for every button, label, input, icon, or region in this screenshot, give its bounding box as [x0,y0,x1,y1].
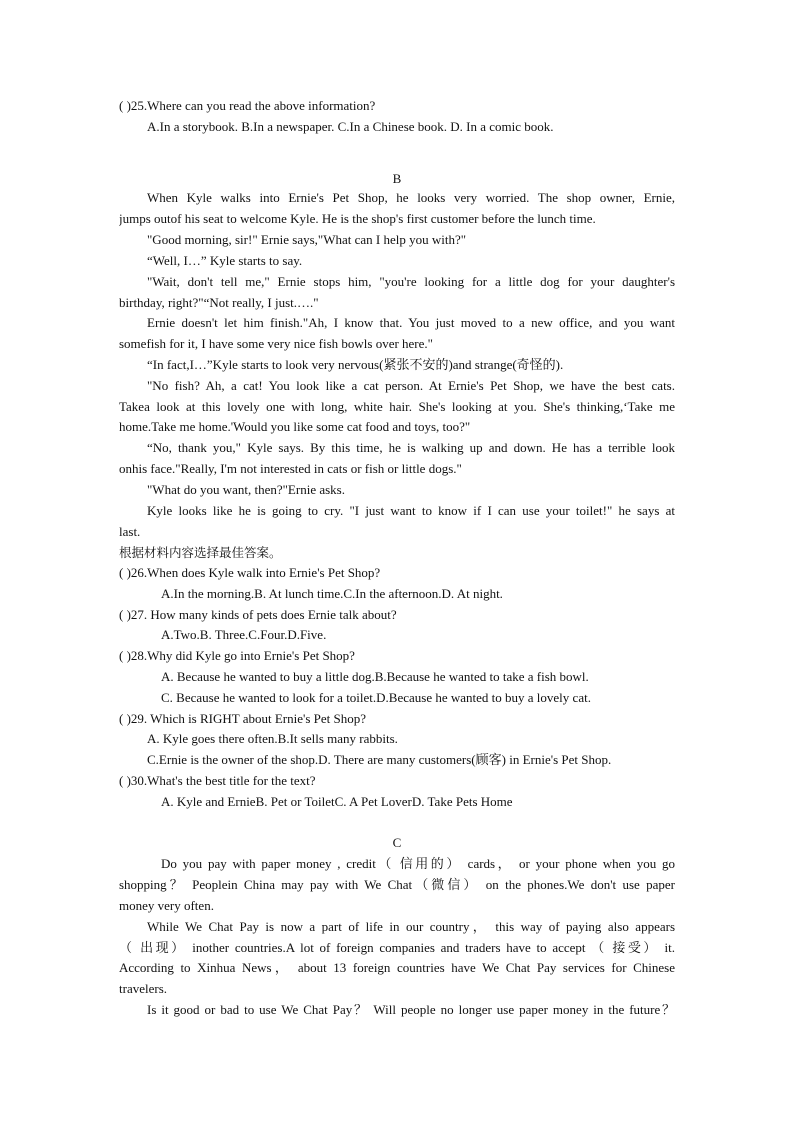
passage-b-paragraph: home.Take me home.'Would you like some cat food and toys, too?" [119,419,471,434]
question-27-options: A.Two.B. Three.C.Four.D.Five. [161,627,327,642]
passage-b-paragraph: onhis face."Really, I'm not interested in cats or fish or little dogs." [119,461,462,476]
passage-b-paragraph: "No fish? Ah, a cat! You look like a cat person. At Ernie's Pet Shop, we have the best cats. [147,378,675,393]
question-30-options: A. Kyle and ErnieB. Pet or ToiletC. A Pet LoverD. Take Pets Home [161,794,513,809]
passage-b-paragraph: “Well, I…” Kyle starts to say. [147,253,303,268]
passage-c-paragraph: shopping？ Peoplein China may pay with We Chat（微信） on the phones.We don't use paper [119,877,675,892]
section-c-heading: C [392,835,402,850]
passage-b-paragraph: "What do you want, then?"Ernie asks. [147,482,345,497]
question-28-options: C. Because he wanted to look for a toilet.D.Because he wanted to buy a lovely cat. [161,690,591,705]
passage-c-paragraph: According to Xinhua News， about 13 foreign countries have We Chat Pay services for Chinese [119,960,675,975]
passage-b-paragraph: last. [119,524,141,539]
passage-b-paragraph: "Wait, don't tell me," Ernie stops him, "you're looking for a little dog for your daughter's [147,274,675,289]
passage-c-paragraph: money very often. [119,898,214,913]
passage-c-paragraph: Is it good or bad to use We Chat Pay？ Will people no longer use paper money in the future？ [147,1002,675,1017]
question-26-options: A.In the morning.B. At lunch time.C.In the afternoon.D. At night. [161,586,503,601]
question-28: ( )28.Why did Kyle go into Ernie's Pet Shop? [119,648,355,663]
passage-c-paragraph: While We Chat Pay is now a part of life in our country， this way of paying also appears [147,919,675,934]
passage-b-paragraph: Kyle looks like he is going to cry. "I just want to know if I can use your toilet!" he says at [147,503,675,518]
section-b-heading: B [392,171,402,186]
passage-c-paragraph: travelers. [119,981,168,996]
question-25-options: A.In a storybook. B.In a newspaper. C.In a Chinese book. D. In a comic book. [147,119,554,134]
passage-b-paragraph: "Good morning, sir!" Ernie says,"What can I help you with?" [147,232,467,247]
passage-b-paragraph: jumps outof his seat to welcome Kyle. He is the shop's first customer before the lunch time. [119,211,596,226]
passage-b-paragraph: When Kyle walks into Ernie's Pet Shop, he looks very worried. The shop owner, Ernie, [147,190,675,205]
question-29-options: A. Kyle goes there often.B.It sells many rabbits. [147,731,398,746]
question-26: ( )26.When does Kyle walk into Ernie's Pet Shop? [119,565,381,580]
passage-b-paragraph: “No, thank you," Kyle says. By this time, he is walking up and down. He has a terrible look [147,440,675,455]
passage-b-paragraph: Takea look at this lovely one with long, white hair. She's looking at you. She's thinking,‘Take me [119,399,675,414]
question-27: ( )27. How many kinds of pets does Ernie talk about? [119,607,397,622]
instruction-text: 根据材料内容选择最佳答案。 [119,545,282,560]
question-28-options: A. Because he wanted to buy a little dog.B.Because he wanted to take a fish bowl. [161,669,589,684]
passage-b-paragraph: somefish for it, I have some very nice fish bowls over here." [119,336,433,351]
passage-b-paragraph: “In fact,I…”Kyle starts to look very nervous(紧张不安的)and strange(奇怪的). [147,357,564,372]
question-29: ( )29. Which is RIGHT about Ernie's Pet Shop? [119,711,367,726]
question-29-options: C.Ernie is the owner of the shop.D. There are many customers(顾客) in Ernie's Pet Shop. [147,752,612,767]
passage-c-paragraph: （ 出现） inother countries.A lot of foreign companies and traders have to accept （ 接受） it. [119,940,675,955]
passage-c-paragraph: Do you pay with paper money , credit（ 信用的） cards， or your phone when you go [161,856,675,871]
question-25: ( )25.Where can you read the above information? [119,98,376,113]
question-30: ( )30.What's the best title for the text? [119,773,316,788]
passage-b-paragraph: Ernie doesn't let him finish."Ah, I know that. You just moved to a new office, and you want [147,315,675,330]
passage-b-paragraph: birthday, right?"“Not really, I just.…." [119,295,319,310]
